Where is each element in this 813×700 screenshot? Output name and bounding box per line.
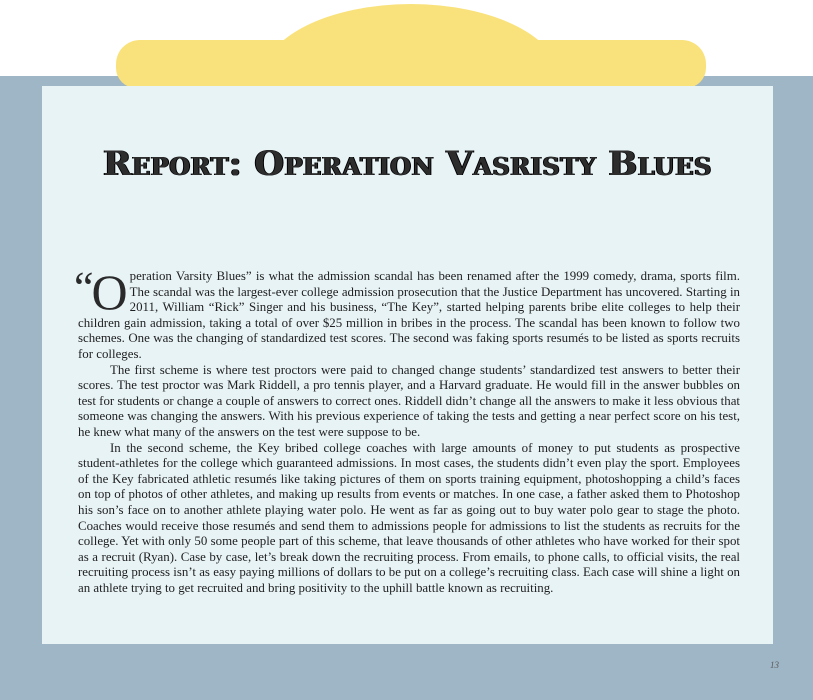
article-body <box>74 263 740 596</box>
drop-cap <box>74 263 128 320</box>
drop-cap-letter: O <box>91 264 128 320</box>
article-paragraph-3: In the second scheme, the Key bribed college coaches with large amounts of money to put students as prospective student-athletes for the college which guaranteed admissions. In most cases, the students didn’t even play the sport. Employees of the Key fabricated athletic resumés like taking pictures of them on sports training equipment, photoshopping a child’s faces on top of photos of other athletes, and making up results from events or matches. In one case, a father asked them to Photoshop his son’s face on to another athlete playing water polo. He went as far as going out to buy water polo gear to stage the photo. Coaches would receive those resumés and send them to admissions people for admissions to list the students as recruits for the college. Yet with only 50 some people part of this scheme, that leave thousands of other athletes who have worked for their spot as a recruit (Ryan). Case by case, let’s break down the recruiting process. From emails, to phone calls, to official visits, the real recruiting process isn’t as easy paying millions of dollars to be put on a college’s recruiting class. Each case will shine a light on an athlete trying to get recruited and bring positivity to the uphill battle known as recruiting. <box>78 440 740 595</box>
drop-cap-quote: “ <box>74 263 94 312</box>
article-paragraph-1 <box>74 263 740 363</box>
page-title: Report: Operation Vasristy Blues <box>103 144 712 184</box>
paragraph-1-text: peration Varsity Blues” is what the admission scandal has been renamed after the 1999 comedy, drama, sports film. The scandal was the largest-ever college admission prosecution that the Justice Department has uncovered. Starting in 2011, William “Rick” Singer and his business, “The Key”, started helping parents bribe elite colleges to help their children gain admission, taking a total of over $25 million in bribes in the process. The scandal has been known to follow two schemes. One was the changing of standardized test scores. The second was faking sports resumés to be listed as sports recruits for colleges. <box>78 269 740 361</box>
header-tab <box>116 40 706 88</box>
article-paragraph-2: The first scheme is where test proctors were paid to changed change students’ standardized test answers to better their scores. The test proctor was Mark Riddell, a pro tennis player, and a Harvard graduate. He would fill in the answer bubbles on test for students or change a couple of answers to correct ones. Riddell didn’t change all the answers to make it less obvious that someone was changing the answers. With his previous experience of taking the tests and getting a near perfect score on his test, he knew what many of the answers on the test were suppose to be. <box>78 362 740 439</box>
content-panel <box>42 86 773 644</box>
page-number: 13 <box>770 660 779 670</box>
